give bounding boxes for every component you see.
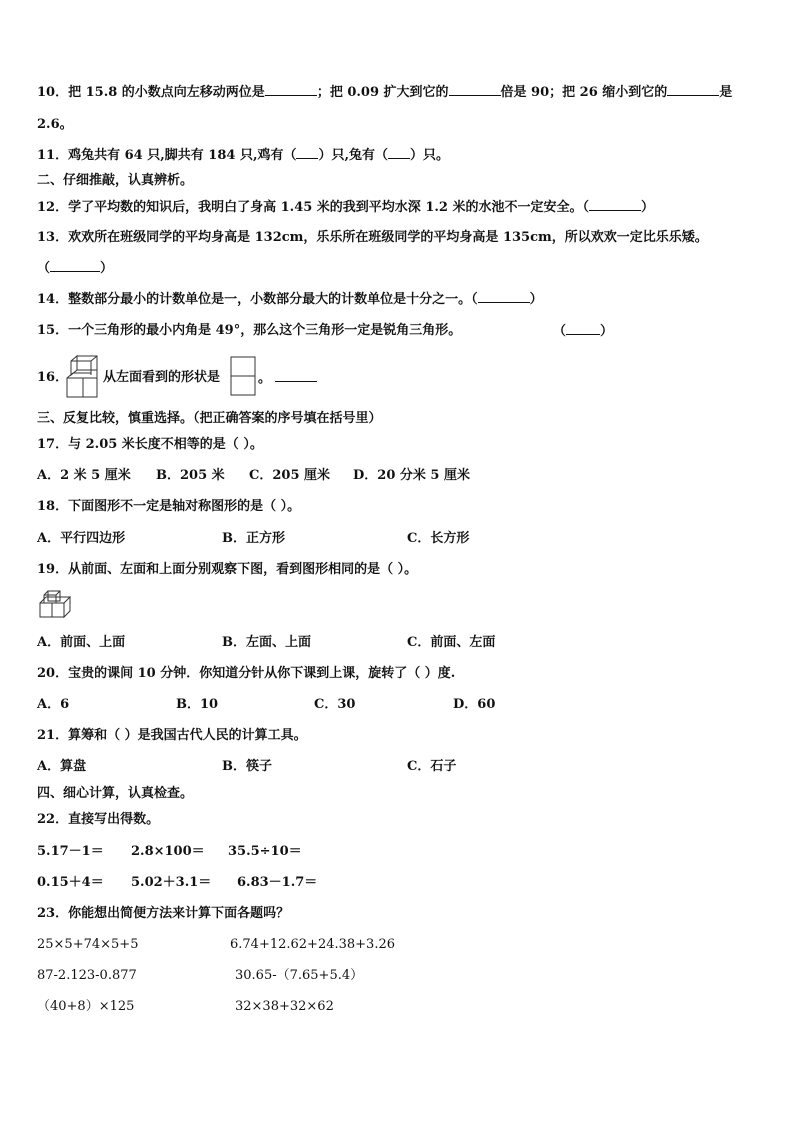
- answer-blank[interactable]: [388, 147, 410, 159]
- calc-item: 2.8×100＝: [131, 844, 205, 859]
- question-16-number: 16．: [37, 370, 69, 385]
- answer-blank[interactable]: [667, 84, 719, 96]
- option-b[interactable]: B．正方形: [222, 531, 285, 546]
- question-15: 15．一个三角形的最小内角是 49°，那么这个三角形一定是锐角三角形。: [37, 323, 462, 338]
- answer-blank[interactable]: [265, 84, 317, 96]
- option-b[interactable]: B．10: [176, 697, 219, 712]
- calc-item: 0.15＋4＝: [37, 875, 104, 890]
- calc-item: （40+8）×125: [37, 999, 135, 1014]
- calc-item: 6.74+12.62+24.38+3.26: [230, 937, 396, 952]
- calc-item: 6.83－1.7＝: [237, 875, 318, 890]
- question-16-end: 。: [258, 370, 317, 387]
- calc-item: 32×38+32×62: [235, 999, 334, 1014]
- option-c[interactable]: C．205 厘米: [249, 468, 331, 483]
- calc-item: 5.17－1＝: [37, 844, 104, 859]
- question-14: 14．整数部分最小的计数单位是一，小数部分最大的计数单位是十分之一。（ ）: [37, 292, 543, 307]
- question-10-line1: 10．把 15.8 的小数点向左移动两位是 ；把 0.09 扩大到它的 倍是 90；把 26 缩小到它的 是: [37, 85, 733, 100]
- option-b[interactable]: B．左面、上面: [222, 635, 311, 650]
- question-23: 23．你能想出简便方法来计算下面各题吗？: [37, 906, 290, 921]
- section-3-heading: 三、反复比较，慎重选择。（把正确答案的序号填在括号里）: [37, 411, 382, 426]
- question-20: 20．宝贵的课间 10 分钟．你知道分针从你下课到上课，旋转了（ ）度.: [37, 666, 456, 681]
- side-view-shape-icon: [230, 356, 256, 396]
- calc-item: 35.5÷10＝: [228, 844, 302, 859]
- question-17: 17．与 2.05 米长度不相等的是（ ）。: [37, 437, 263, 452]
- question-13: 13．欢欢所在班级同学的平均身高是 132cm，乐乐所在班级同学的平均身高是 135cm，所以欢欢一定比乐乐矮。: [37, 230, 708, 245]
- option-a[interactable]: A．前面、上面: [37, 635, 126, 650]
- section-4-heading: 四、细心计算，认真检查。: [37, 786, 194, 801]
- question-15-answer: （ ）: [553, 324, 614, 339]
- answer-blank[interactable]: [50, 260, 100, 272]
- answer-blank[interactable]: [275, 370, 317, 382]
- question-21: 21．算筹和（ ）是我国古代人民的计算工具。: [37, 728, 307, 743]
- option-c[interactable]: C．前面、左面: [407, 635, 496, 650]
- question-11: 11．鸡兔共有 64 只,脚共有 184 只,鸡有（ ）只,兔有（ ）只。: [37, 148, 450, 163]
- cube-group-icon: [38, 589, 76, 619]
- option-a[interactable]: A．算盘: [37, 759, 87, 774]
- question-12: 12．学了平均数的知识后，我明白了身高 1.45 米的我到平均水深 1.2 米的水池不一定安全。（ ）: [37, 200, 654, 215]
- question-13-answer: （ ）: [37, 261, 114, 276]
- question-18: 18．下面图形不一定是轴对称图形的是（ ）。: [37, 499, 301, 514]
- calc-item: 87-2.123-0.877: [37, 968, 137, 983]
- option-d[interactable]: D．60: [453, 697, 496, 712]
- question-19: 19．从前面、左面和上面分别观察下图，看到图形相同的是（ ）。: [37, 562, 418, 577]
- question-10-line2: 2.6。: [37, 117, 73, 132]
- option-d[interactable]: D．20 分米 5 厘米: [353, 468, 470, 483]
- calc-item: 25×5+74×5+5: [37, 937, 139, 952]
- option-b[interactable]: B．205 米: [156, 468, 225, 483]
- option-c[interactable]: C．30: [314, 697, 356, 712]
- answer-blank[interactable]: [566, 323, 600, 335]
- cube-stack-icon: [65, 354, 101, 400]
- answer-blank[interactable]: [449, 84, 501, 96]
- option-c[interactable]: C．石子: [407, 759, 457, 774]
- option-a[interactable]: A．平行四边形: [37, 531, 126, 546]
- question-16-text: 从左面看到的形状是: [103, 370, 221, 385]
- option-c[interactable]: C．长方形: [407, 531, 470, 546]
- calc-item: 5.02＋3.1＝: [131, 875, 212, 890]
- option-b[interactable]: B．筷子: [222, 759, 272, 774]
- option-a[interactable]: A．6: [37, 697, 70, 712]
- question-22: 22．直接写出得数。: [37, 812, 160, 827]
- answer-blank[interactable]: [478, 291, 530, 303]
- section-2-heading: 二、仔细推敲，认真辨析。: [37, 173, 194, 188]
- option-a[interactable]: A．2 米 5 厘米: [37, 468, 131, 483]
- calc-item: 30.65-（7.65+5.4）: [235, 968, 364, 983]
- answer-blank[interactable]: [589, 199, 641, 211]
- answer-blank[interactable]: [296, 147, 318, 159]
